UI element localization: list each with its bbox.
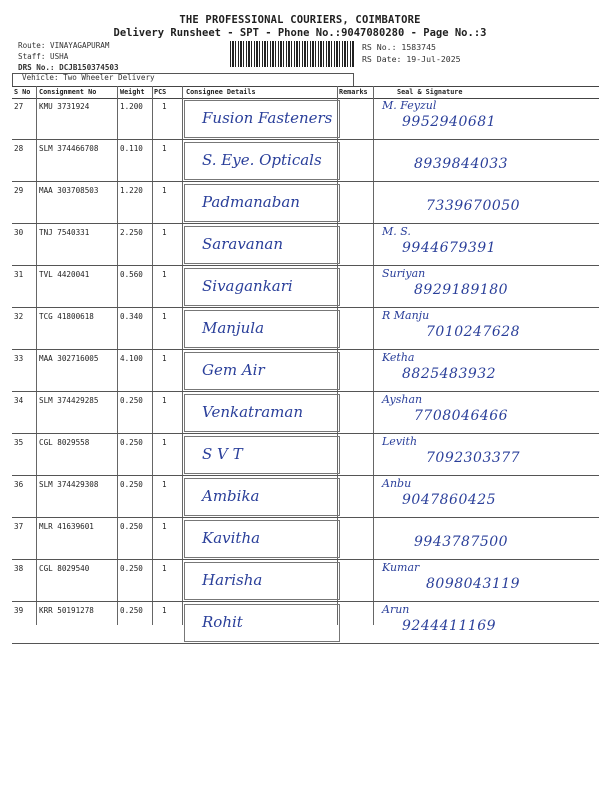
runsheet-subtitle: Delivery Runsheet - SPT - Phone No.:9047080280 - Page No.:3 bbox=[113, 27, 487, 39]
pieces-count: 1 bbox=[162, 186, 167, 195]
consignment-number: SLM 374466708 bbox=[39, 144, 99, 153]
consignment-number: CGL 8029540 bbox=[39, 564, 90, 573]
col-pcs: PCS bbox=[154, 88, 167, 96]
serial-number: 32 bbox=[14, 312, 24, 321]
weight-value: 4.100 bbox=[120, 354, 143, 363]
consignment-number: TVL 4420041 bbox=[39, 270, 90, 279]
col-consignment: Consignment No bbox=[39, 88, 97, 96]
signature-phone: 7092303377 bbox=[426, 450, 521, 466]
pieces-count: 1 bbox=[162, 354, 167, 363]
consignment-number: MAA 303708503 bbox=[39, 186, 99, 195]
signature-phone: 9047860425 bbox=[402, 492, 497, 508]
col-sno: S No bbox=[14, 88, 31, 96]
consignment-number: KMU 3731924 bbox=[39, 102, 90, 111]
consignee-name: S V T bbox=[202, 445, 243, 463]
serial-number: 37 bbox=[14, 522, 24, 531]
signature-phone: 8825483932 bbox=[402, 366, 497, 382]
table-row bbox=[12, 307, 599, 350]
table-row bbox=[12, 391, 599, 434]
signature-name: R Manju bbox=[382, 309, 430, 322]
serial-number: 39 bbox=[14, 606, 24, 615]
table-row bbox=[12, 97, 599, 140]
signature-name: Ayshan bbox=[382, 393, 423, 406]
consignee-name: Sivagankari bbox=[202, 277, 293, 295]
pieces-count: 1 bbox=[162, 480, 167, 489]
weight-value: 0.560 bbox=[120, 270, 143, 279]
pieces-count: 1 bbox=[162, 144, 167, 153]
serial-number: 29 bbox=[14, 186, 24, 195]
pieces-count: 1 bbox=[162, 228, 167, 237]
signature-phone: 8939844033 bbox=[414, 156, 509, 172]
consignment-number: TCG 41800618 bbox=[39, 312, 94, 321]
table-row bbox=[12, 601, 599, 644]
signature-name: Kumar bbox=[382, 561, 420, 574]
barcode bbox=[230, 41, 354, 67]
consignment-number: SLM 374429285 bbox=[39, 396, 99, 405]
col-remarks: Remarks bbox=[339, 88, 368, 96]
weight-value: 0.250 bbox=[120, 396, 143, 405]
signature-name: Arun bbox=[382, 603, 410, 616]
serial-number: 35 bbox=[14, 438, 24, 447]
serial-number: 38 bbox=[14, 564, 24, 573]
table-row bbox=[12, 223, 599, 266]
signature-phone: 9244411169 bbox=[402, 618, 497, 634]
signature-name: Suriyan bbox=[382, 267, 426, 280]
rs-number: RS No.: 1583745 bbox=[362, 42, 436, 52]
weight-value: 0.340 bbox=[120, 312, 143, 321]
pieces-count: 1 bbox=[162, 270, 167, 279]
pieces-count: 1 bbox=[162, 102, 167, 111]
table-row bbox=[12, 433, 599, 476]
consignee-name: Rohit bbox=[202, 613, 243, 631]
weight-value: 1.220 bbox=[120, 186, 143, 195]
col-consignee: Consignee Details bbox=[186, 88, 256, 96]
table-row bbox=[12, 265, 599, 308]
pieces-count: 1 bbox=[162, 606, 167, 615]
pieces-count: 1 bbox=[162, 522, 167, 531]
weight-value: 1.200 bbox=[120, 102, 143, 111]
consignee-name: Padmanaban bbox=[202, 193, 300, 211]
consignee-name: Kavitha bbox=[202, 529, 261, 547]
weight-value: 0.250 bbox=[120, 522, 143, 531]
consignee-name: S. Eye. Opticals bbox=[202, 151, 322, 169]
weight-value: 0.250 bbox=[120, 480, 143, 489]
serial-number: 31 bbox=[14, 270, 24, 279]
consignment-number: CGL 8029558 bbox=[39, 438, 90, 447]
rs-date: RS Date: 19-Jul-2025 bbox=[362, 54, 461, 64]
pieces-count: 1 bbox=[162, 438, 167, 447]
signature-phone: 8098043119 bbox=[426, 576, 521, 592]
serial-number: 28 bbox=[14, 144, 24, 153]
table-row bbox=[12, 517, 599, 560]
signature-name: M. Feyzul bbox=[382, 99, 437, 112]
weight-value: 2.250 bbox=[120, 228, 143, 237]
table-row bbox=[12, 139, 599, 182]
signature-phone: 7010247628 bbox=[426, 324, 521, 340]
signature-name: Anbu bbox=[382, 477, 412, 490]
signature-phone: 9943787500 bbox=[414, 534, 509, 550]
company-title: THE PROFESSIONAL COURIERS, COIMBATORE bbox=[179, 14, 421, 26]
serial-number: 30 bbox=[14, 228, 24, 237]
consignee-name: Saravanan bbox=[202, 235, 284, 253]
staff-label: Staff: USHA bbox=[18, 52, 69, 61]
table-row bbox=[12, 559, 599, 602]
vehicle-label: Vehicle: Two Wheeler Delivery bbox=[22, 73, 155, 82]
table-row bbox=[12, 475, 599, 518]
serial-number: 33 bbox=[14, 354, 24, 363]
consignee-name: Manjula bbox=[202, 319, 265, 337]
col-weight: Weight bbox=[120, 88, 145, 96]
table-row bbox=[12, 181, 599, 224]
consignment-number: MAA 302716005 bbox=[39, 354, 99, 363]
table-row bbox=[12, 349, 599, 392]
serial-number: 36 bbox=[14, 480, 24, 489]
consignee-name: Venkatraman bbox=[202, 403, 303, 421]
consignee-name: Fusion Fasteners bbox=[202, 109, 333, 127]
consignee-name: Gem Air bbox=[202, 361, 265, 379]
consignment-number: TNJ 7540331 bbox=[39, 228, 90, 237]
col-seal-signature: Seal & Signature bbox=[397, 88, 463, 96]
drs-number: DRS No.: DCJB150374503 bbox=[18, 63, 119, 72]
pieces-count: 1 bbox=[162, 564, 167, 573]
signature-phone: 7339670050 bbox=[426, 198, 521, 214]
pieces-count: 1 bbox=[162, 312, 167, 321]
signature-phone: 9952940681 bbox=[402, 114, 497, 130]
consignment-number: KRR 50191278 bbox=[39, 606, 94, 615]
route-label: Route: VINAYAGAPURAM bbox=[18, 41, 110, 50]
signature-name: Levith bbox=[382, 435, 418, 448]
consignee-name: Ambika bbox=[202, 487, 260, 505]
pieces-count: 1 bbox=[162, 396, 167, 405]
signature-phone: 9944679391 bbox=[402, 240, 497, 256]
signature-phone: 7708046466 bbox=[414, 408, 509, 424]
weight-value: 0.250 bbox=[120, 438, 143, 447]
consignment-number: SLM 374429308 bbox=[39, 480, 99, 489]
serial-number: 34 bbox=[14, 396, 24, 405]
consignee-name: Harisha bbox=[202, 571, 263, 589]
serial-number: 27 bbox=[14, 102, 24, 111]
weight-value: 0.110 bbox=[120, 144, 143, 153]
weight-value: 0.250 bbox=[120, 606, 143, 615]
weight-value: 0.250 bbox=[120, 564, 143, 573]
signature-phone: 8929189180 bbox=[414, 282, 509, 298]
signature-name: Ketha bbox=[382, 351, 415, 364]
consignment-number: MLR 41639601 bbox=[39, 522, 94, 531]
signature-name: M. S. bbox=[382, 225, 411, 238]
